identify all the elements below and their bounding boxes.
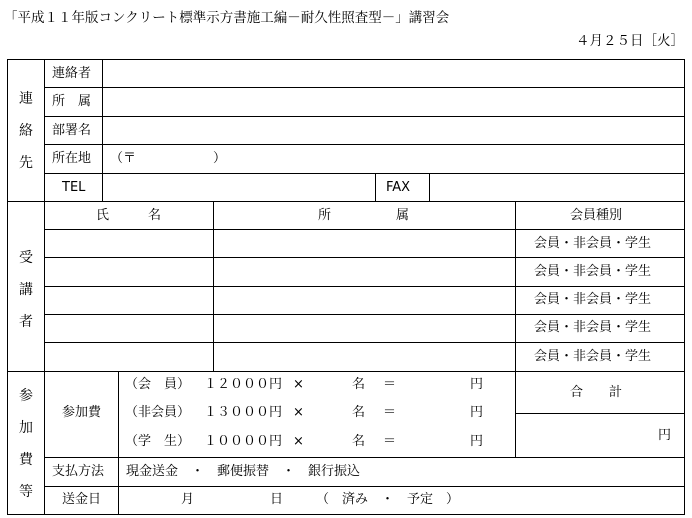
payment-method-label: 支払方法: [52, 464, 105, 479]
fee-amount: １３０００円: [204, 405, 283, 420]
fee-times: ×: [293, 405, 304, 420]
department-label: 部署名: [52, 123, 92, 138]
member-subtotal-field[interactable]: [400, 374, 468, 396]
member-count-field[interactable]: [310, 374, 348, 396]
tel-label: TEL: [62, 180, 86, 195]
non-member-subtotal-field[interactable]: [400, 402, 468, 424]
fee-times: ×: [293, 377, 304, 392]
postal-code-open: （〒: [110, 151, 137, 166]
postal-code-close: ）: [213, 151, 227, 166]
page-title: 「平成１１年版コンクリート標準示方書施工編－耐久性照査型－」講習会: [4, 10, 450, 26]
fee-yen: 円: [470, 377, 484, 392]
fee-equals: ＝: [383, 377, 397, 392]
attendee-name-field[interactable]: [45, 287, 213, 314]
fax-field[interactable]: [430, 174, 684, 201]
fee-yen: 円: [470, 434, 484, 449]
total-amount-field[interactable]: [516, 414, 656, 456]
remittance-day-field[interactable]: [200, 489, 266, 511]
member-type-options[interactable]: 会員・非会員・学生: [534, 236, 652, 251]
attendee-section-label: 受 講 者: [19, 250, 33, 330]
student-count-field[interactable]: [310, 431, 348, 453]
fee-section-label: 参 加 費 等: [19, 388, 33, 500]
fee-name-unit: 名: [352, 377, 366, 392]
name-column-header: 氏 名: [96, 208, 162, 223]
fee-name-unit: 名: [352, 434, 366, 449]
member-type-options[interactable]: 会員・非会員・学生: [534, 349, 652, 364]
event-date: ４月２５日［火］: [576, 33, 684, 49]
affiliation-field[interactable]: [103, 88, 684, 116]
address-label: 所在地: [52, 151, 92, 166]
fee-amount: １００００円: [204, 434, 283, 449]
fax-label: FAX: [386, 180, 411, 195]
payment-method-options[interactable]: 現金送金 ・ 郵便振替 ・ 銀行振込: [126, 464, 361, 479]
attendee-affiliation-field[interactable]: [214, 230, 515, 257]
remittance-month-field[interactable]: [130, 489, 178, 511]
fee-type: （非会員）: [125, 405, 191, 420]
total-label: 合 計: [570, 385, 623, 400]
fee-times: ×: [293, 434, 304, 449]
tel-field[interactable]: [103, 174, 375, 201]
contact-person-label: 連絡者: [52, 66, 92, 81]
attendee-name-field[interactable]: [45, 258, 213, 286]
remittance-status-options[interactable]: （ 済み ・ 予定 ）: [316, 492, 460, 507]
student-subtotal-field[interactable]: [400, 431, 468, 453]
member-type-options[interactable]: 会員・非会員・学生: [534, 264, 652, 279]
member-type-options[interactable]: 会員・非会員・学生: [534, 292, 652, 307]
attendee-name-field[interactable]: [45, 230, 213, 257]
affiliation-label: 所 属: [52, 94, 92, 109]
contact-section-label: 連 絡 先: [19, 90, 33, 171]
department-field[interactable]: [103, 117, 684, 144]
member-type-column-header: 会員種別: [570, 208, 623, 223]
attendee-affiliation-field[interactable]: [214, 287, 515, 314]
member-type-options[interactable]: 会員・非会員・学生: [534, 320, 652, 335]
remittance-month-unit: 月: [181, 492, 195, 507]
fee-equals: ＝: [383, 434, 397, 449]
affiliation-column-header: 所 属: [318, 208, 410, 223]
contact-person-field[interactable]: [103, 60, 684, 87]
fee-amount: １２０００円: [204, 377, 283, 392]
fee-name-unit: 名: [352, 405, 366, 420]
fee-type: （会 員）: [125, 377, 191, 392]
remittance-day-unit: 日: [270, 492, 284, 507]
fee-equals: ＝: [383, 405, 397, 420]
non-member-count-field[interactable]: [310, 402, 348, 424]
fee-yen: 円: [470, 405, 484, 420]
remittance-date-label: 送金日: [62, 492, 102, 507]
fee-type: （学 生）: [125, 434, 191, 449]
attendee-affiliation-field[interactable]: [214, 315, 515, 342]
attendee-name-field[interactable]: [45, 343, 213, 371]
attendee-affiliation-field[interactable]: [214, 343, 515, 371]
total-yen: 円: [658, 428, 672, 443]
fee-label: 参加費: [62, 405, 102, 420]
attendee-name-field[interactable]: [45, 315, 213, 342]
attendee-affiliation-field[interactable]: [214, 258, 515, 286]
address-field[interactable]: [103, 145, 684, 173]
